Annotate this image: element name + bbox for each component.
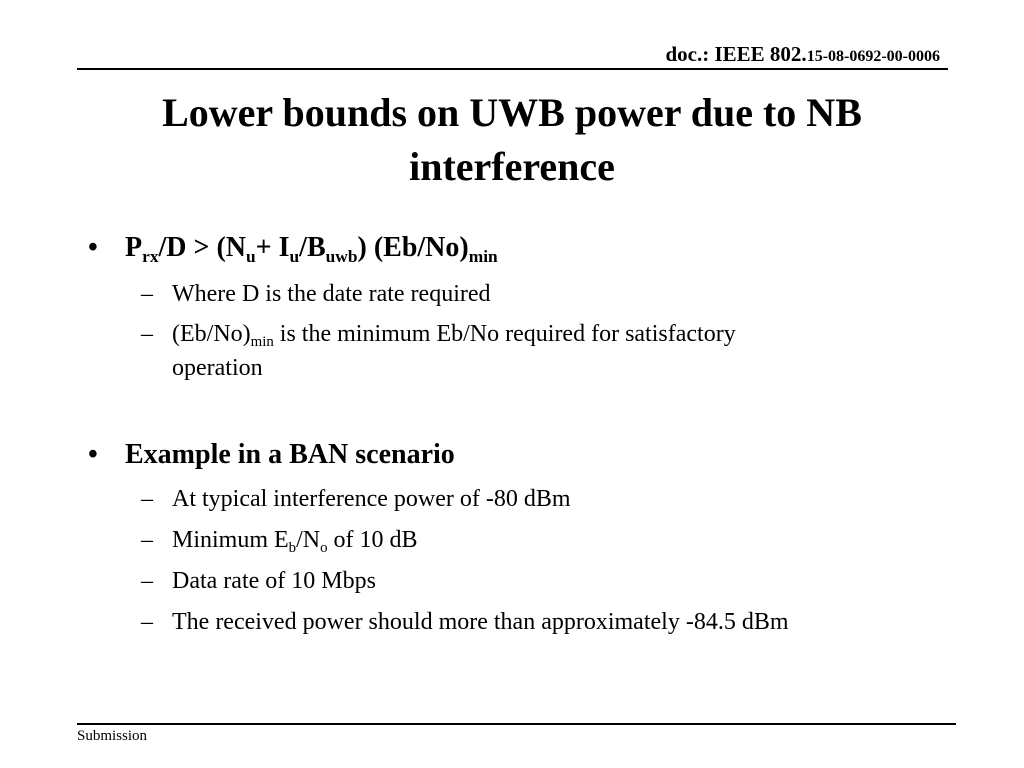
eb-sub: b [288, 540, 297, 557]
formula-p: P [125, 232, 143, 263]
footer-label: Submission [77, 728, 148, 744]
formula-sub-uwb: uwb [325, 247, 358, 267]
subitem-text: Data rate of 10 Mbps [172, 568, 376, 594]
slide-title [70, 86, 954, 194]
bullet-text: Example in a BAN scenario [125, 439, 455, 470]
min-eb-rest: of 10 dB [327, 527, 418, 553]
formula-sub-min: min [468, 247, 498, 267]
min-eb-label: Minimum E [172, 527, 289, 553]
formula-part-3: /B [299, 232, 326, 263]
no-label: /N [296, 527, 321, 553]
slide-title-line1: Lower bounds on UWB power due to NB [162, 90, 862, 135]
formula-part-4: ) (Eb/No) [357, 232, 469, 263]
subitem-text: At typical interference power of -80 dBm [172, 486, 571, 512]
ebno-sub-min: min [250, 334, 274, 351]
subitem-text [172, 527, 418, 557]
slide-title-line2: interference [409, 144, 615, 189]
footer-divider [77, 723, 956, 725]
formula-part-1: /D > (N [158, 232, 246, 263]
dash-marker: – [141, 568, 153, 594]
subitem-text: Where D is the date rate required [172, 281, 491, 307]
formula-sub-rx: rx [142, 247, 159, 267]
subitem-text-line2: operation [172, 355, 263, 381]
no-sub: o [320, 540, 328, 557]
subitem-text: The received power should more than approximately -84.5 dBm [172, 609, 789, 635]
dash-marker: – [141, 281, 153, 307]
formula-sub-u2: u [289, 247, 300, 267]
header-divider [77, 68, 948, 70]
doc-prefix: doc.: IEEE 802. [665, 42, 807, 66]
bullet-marker: • [88, 439, 98, 470]
dash-marker: – [141, 527, 153, 553]
formula-part-2: + I [255, 232, 290, 263]
subitem-rest: is the minimum Eb/No required for satisfactory [273, 321, 736, 347]
dash-marker: – [141, 609, 153, 635]
dash-marker: – [141, 321, 153, 347]
dash-marker: – [141, 486, 153, 512]
ebno-label: (Eb/No) [172, 321, 251, 347]
subitem-text [172, 321, 736, 351]
document-id [666, 42, 941, 67]
bullet-marker: • [88, 232, 98, 263]
formula-sub-u1: u [246, 247, 256, 267]
formula-text [125, 232, 498, 267]
doc-number: 15-08-0692-00-0006 [806, 48, 940, 65]
